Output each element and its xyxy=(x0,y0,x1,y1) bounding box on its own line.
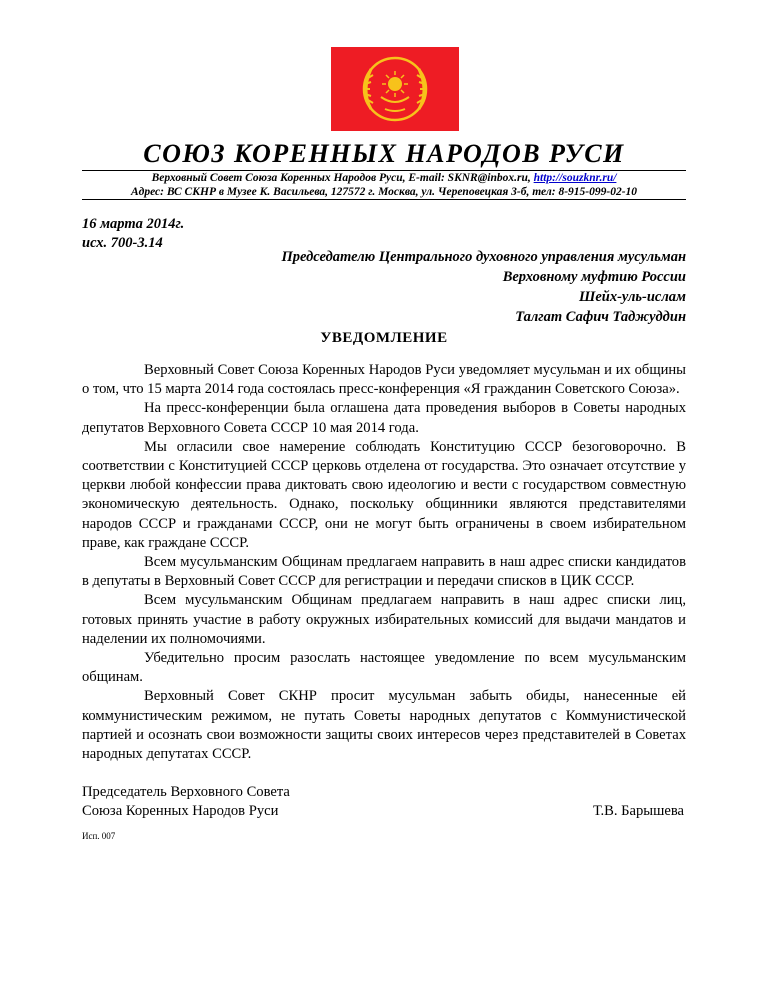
notice-body xyxy=(82,361,686,764)
letter-ref: исх. 700-3.14 xyxy=(82,235,163,251)
addressee-line: Председателю Центрального духовного управления мусульман xyxy=(281,249,686,265)
site-link[interactable]: http://souzknr.ru/ xyxy=(533,172,617,184)
paragraph: Верховный Совет Союза Коренных Народов Руси уведомляет мусульман и их общины о том, что 15 марта 2014 года состоялась пресс-конференция «Я гражданин Советского Союза». xyxy=(82,362,686,398)
addressee-line: Талгат Сафич Таджуддин xyxy=(515,309,686,325)
header-address: Адрес: ВС СКНР в Музее К. Васильева, 127572 г. Москва, ул. Череповецкая 3-б, тел: 8-915-099-02-10 xyxy=(130,186,638,198)
header-rule-bottom xyxy=(82,199,686,200)
paragraph: Всем мусульманским Общинам предлагаем направить в наш адрес списки лиц, готовых принять участие в работу окружных избирательных комиссий для выдачи мандатов и наделении их полномочиями. xyxy=(82,592,686,647)
executor-note: Исп. 007 xyxy=(82,831,116,841)
header-contacts-text: Верховный Совет Союза Коренных Народов Руси, E-mail: SKNR@inbox.ru, xyxy=(151,172,534,184)
paragraph: Верховный Совет СКНР просит мусульман забыть обиды, нанесенные ей коммунистическим режимом, не путать Советы народных депутатов с Коммунистической партией и осознать свои возможности защиты своих интересов через представителей в Советах народных депутатах СССР. xyxy=(82,688,686,763)
paragraph: На пресс-конференции была оглашена дата проведения выборов в Советы народных депутатов Верховного Совета СССР 10 мая 2014 года. xyxy=(82,400,686,436)
paragraph: Мы огласили свое намерение соблюдать Конституцию СССР безоговорочно. В соответствии с Конституцией СССР церковь отделена от государства. Это означает отсутствие у церкви любой конфессии права диктовать свою идеологию и вести с государством совместную экономическую деятельность. Однако, поскольку общинники являются представителями народов СССР и гражданами СССР, они не могут быть ограничены в своем избирательном праве, как граждане СССР. xyxy=(82,438,686,551)
flag-emblem-icon xyxy=(331,47,459,131)
addressee-line: Шейх-уль-ислам xyxy=(579,289,686,305)
header-contacts xyxy=(82,171,686,185)
signature-title-line1: Председатель Верховного Совета xyxy=(82,784,290,800)
paragraph: Убедительно просим разослать настоящее уведомление по всем мусульманским общинам. xyxy=(82,650,686,686)
notice-title: УВЕДОМЛЕНИЕ xyxy=(320,330,448,346)
letter-date: 16 марта 2014г. xyxy=(82,216,185,232)
addressee-line: Верховному муфтию России xyxy=(502,269,686,285)
paragraph: Всем мусульманским Общинам предлагаем направить в наш адрес списки кандидатов в депутаты в Верховный Совет СССР для регистрации и передачи списков в ЦИК СССР. xyxy=(82,554,686,590)
org-title: СОЮЗ КОРЕННЫХ НАРОДОВ РУСИ xyxy=(143,139,625,168)
signature-name: Т.В. Барышева xyxy=(593,803,684,819)
signature-title-line2: Союза Коренных Народов Руси xyxy=(82,803,279,819)
